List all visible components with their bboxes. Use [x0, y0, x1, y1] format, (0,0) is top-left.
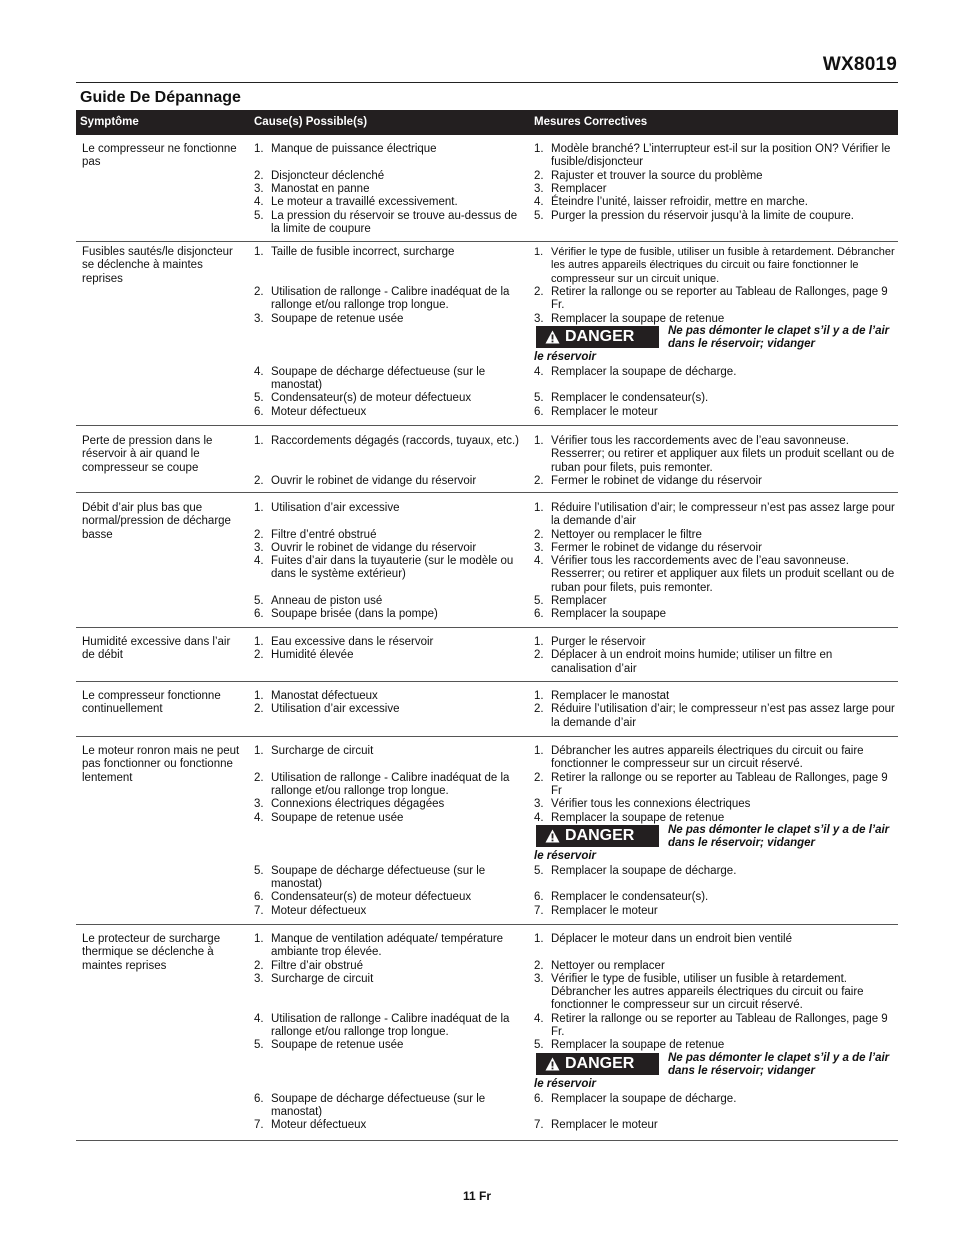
item-number: 2. — [254, 528, 264, 541]
remedy-text: Remplacer le manostat — [551, 690, 670, 702]
item-number: 3. — [534, 312, 544, 325]
item-number: 1. — [534, 636, 544, 648]
item-number: 1. — [534, 435, 544, 447]
remedy-item — [534, 555, 896, 595]
cause-item — [254, 960, 522, 973]
item-number: 2. — [254, 771, 264, 784]
remedy-item — [534, 703, 896, 730]
cause-text: Manque de puissance électrique — [271, 143, 437, 155]
cause-item — [254, 286, 522, 313]
item-number: 2. — [254, 959, 264, 972]
symptom-cell: Le moteur ronron mais ne peut pas fonctionner ou fonctionne lentement — [82, 745, 240, 784]
cause-text: La pression du réservoir se trouve au-dessus de la limite de coupure — [271, 209, 518, 235]
cause-item — [254, 502, 522, 515]
remedy-text: Remplacer le condensateur(s). — [551, 891, 709, 904]
danger-warning — [534, 1051, 896, 1091]
item-number: 4. — [534, 196, 544, 209]
remedy-item — [534, 798, 896, 811]
item-number: 5. — [254, 864, 264, 877]
remedy-text: Remplacer le moteur — [551, 405, 658, 418]
remedy-item — [534, 933, 896, 946]
cause-text: Anneau de piston usé — [271, 595, 383, 608]
cause-text: Filtre d’entré obstrué — [271, 528, 377, 541]
symptom-cell: Perte de pression dans le réservoir à air quand le compresseur se coupe — [82, 435, 213, 474]
remedy-text: Vérifier le type de fusible, utiliser un fusible à retardement. Débrancher les autres appareils électriques du circuit ou faire fonctionner le compresseur sur un circuit unique. — [551, 246, 895, 285]
symptom-cell: Fusibles sautés/le disjoncteur se déclenche à maintes reprises — [82, 246, 233, 285]
remedy-item — [534, 246, 896, 286]
item-number: 1. — [254, 933, 264, 945]
item-number: 4. — [254, 196, 264, 209]
cause-text: Manostat défectueux — [271, 690, 378, 702]
cause-item — [254, 933, 522, 960]
item-number: 3. — [534, 541, 544, 554]
cause-item — [254, 143, 522, 156]
remedy-text: Débrancher les autres appareils électriques du circuit ou faire fonctionner le compresseur sur un circuit réservé. — [551, 745, 864, 771]
cause-text: Utilisation de rallonge - Calibre inadéquat de la rallonge et/ou rallonge trop longue. — [271, 285, 510, 312]
cause-item — [254, 1119, 522, 1132]
remedy-item — [534, 210, 896, 223]
remedy-text: Vérifier tous les raccordements avec de l’eau savonneuse. Resserrer; ou retirer et appliquer aux filets un produit scellant ou de ruban pour filets, puis remonter. — [551, 555, 895, 594]
item-number: 3. — [254, 972, 264, 985]
cause-item — [254, 608, 522, 621]
symptom-cell: Le compresseur fonctionne continuellement — [82, 690, 221, 716]
item-number: 2. — [534, 649, 544, 662]
remedy-text: Déplacer le moteur dans un endroit bien ventilé — [551, 933, 793, 945]
item-number: 7. — [534, 1119, 544, 1132]
item-number: 1. — [254, 143, 264, 155]
remedy-item — [534, 1093, 896, 1106]
cause-item — [254, 865, 522, 892]
cause-item — [254, 170, 522, 183]
cause-item — [254, 891, 522, 904]
remedy-item — [534, 143, 896, 170]
item-number: 1. — [254, 690, 264, 702]
cause-text: Condensateur(s) de moteur défectueux — [271, 891, 472, 904]
table-row — [76, 493, 898, 628]
troubleshooting-table — [76, 110, 898, 1141]
item-number: 2. — [534, 474, 544, 487]
table-header — [76, 110, 898, 135]
item-number: 4. — [534, 555, 544, 568]
item-number: 5. — [254, 1039, 264, 1052]
table-row — [76, 682, 898, 737]
remedy-text: Remplacer la soupape de retenue — [551, 312, 725, 325]
item-number: 6. — [534, 608, 544, 621]
item-number: 1. — [534, 143, 544, 155]
item-number: 3. — [534, 972, 544, 985]
danger-warning — [534, 324, 896, 364]
remedy-text: Vérifier le type de fusible, utiliser un fusible à retardement. Débrancher les autres appareils électriques du circuit ou faire fonctionner le compresseur sur un circuit réservé. — [551, 972, 864, 1012]
cause-text: Utilisation de rallonge - Calibre inadéquat de la rallonge et/ou rallonge trop longue. — [271, 771, 510, 797]
cause-text: Utilisation d’air excessive — [271, 502, 400, 514]
remedy-item — [534, 170, 896, 183]
item-number: 3. — [254, 182, 264, 195]
item-number: 4. — [534, 1012, 544, 1025]
remedy-item — [534, 196, 896, 209]
cause-text: Surcharge de circuit — [271, 745, 374, 757]
item-number: 6. — [254, 405, 264, 418]
item-number: 1. — [254, 435, 264, 447]
danger-message: Ne pas démonter le clapet s’il y a de l’air dans le réservoir; vidanger — [668, 324, 890, 351]
remedy-text: Remplacer le moteur — [551, 904, 658, 917]
danger-badge — [536, 1053, 659, 1075]
item-number: 1. — [534, 690, 544, 702]
item-number: 1. — [534, 502, 544, 514]
cause-text: Soupape brisée (dans la pompe) — [271, 608, 438, 621]
danger-message: Ne pas démonter le clapet s’il y a de l’air dans le réservoir; vidanger — [668, 823, 890, 850]
danger-message-continued: le réservoir — [534, 849, 597, 862]
remedy-item — [534, 475, 896, 488]
item-number: 2. — [534, 771, 544, 784]
remedy-text: Retirer la rallonge ou se reporter au Tableau de Rallonges, page 9 Fr — [551, 771, 888, 797]
remedy-item — [534, 406, 896, 419]
cause-item — [254, 183, 522, 196]
item-number: 5. — [254, 392, 264, 405]
item-number: 3. — [534, 182, 544, 195]
cause-item — [254, 366, 522, 393]
remedy-text: Remplacer la soupape de retenue — [551, 1039, 725, 1052]
cause-text: Manque de ventilation adéquate/ température ambiante trop élevée. — [271, 933, 504, 959]
cause-text: Manostat en panne — [271, 182, 370, 195]
item-number: 3. — [254, 312, 264, 325]
item-number: 6. — [534, 405, 544, 418]
cause-item — [254, 636, 522, 649]
remedy-text: Éteindre l’unité, laisser refroidir, mettre en marche. — [551, 196, 808, 209]
cause-text: Disjoncteur déclenché — [271, 169, 385, 182]
item-number: 5. — [534, 864, 544, 877]
cause-item — [254, 406, 522, 419]
item-number: 5. — [254, 209, 264, 222]
item-number: 2. — [254, 649, 264, 662]
remedy-item — [534, 905, 896, 918]
cause-item — [254, 1039, 522, 1052]
remedy-text: Nettoyer ou remplacer le filtre — [551, 528, 702, 541]
item-number: 5. — [254, 595, 264, 608]
cause-item — [254, 649, 522, 662]
item-number: 5. — [534, 1039, 544, 1052]
danger-label: DANGER — [565, 327, 635, 345]
remedy-text: Retirer la rallonge ou se reporter au Tableau de Rallonges, page 9 Fr. — [551, 285, 888, 312]
cause-text: Soupape de décharge défectueuse (sur le manostat) — [271, 864, 486, 890]
warning-triangle-icon — [545, 330, 560, 344]
item-number: 6. — [534, 891, 544, 904]
cause-item — [254, 313, 522, 326]
warning-triangle-icon — [545, 1057, 560, 1071]
item-number: 6. — [254, 891, 264, 904]
remedy-text: Remplacer le moteur — [551, 1119, 658, 1132]
cause-item — [254, 196, 522, 209]
remedy-item — [534, 529, 896, 542]
cause-item — [254, 772, 522, 799]
danger-message-continued: le réservoir — [534, 350, 597, 363]
remedy-text: Réduire l’utilisation d’air; le compresseur n’est pas assez large pour la demande d’air — [551, 502, 895, 528]
cause-text: Raccordements dégagés (raccords, tuyaux, etc.) — [271, 435, 520, 447]
warning-triangle-icon — [545, 829, 560, 843]
item-number: 1. — [254, 745, 264, 757]
item-number: 4. — [254, 811, 264, 824]
remedy-text: Réduire l’utilisation d’air; le compresseur n’est pas assez large pour la demande d’air — [551, 703, 895, 729]
cause-item — [254, 210, 522, 237]
column-header-symptom: Symptôme — [80, 116, 139, 128]
cause-text: Fuites d’air dans la tuyauterie (sur le modèle ou dans le système extérieur) — [271, 555, 514, 581]
cause-text: Soupape de retenue usée — [271, 1039, 404, 1052]
cause-item — [254, 703, 522, 716]
remedy-item — [534, 502, 896, 529]
cause-item — [254, 812, 522, 825]
remedy-item — [534, 608, 896, 621]
cause-item — [254, 529, 522, 542]
remedy-text: Remplacer la soupape de décharge. — [551, 365, 737, 378]
remedy-item — [534, 973, 896, 1013]
item-number: 4. — [254, 365, 264, 378]
symptom-cell: Débit d’air plus bas que normal/pression de décharge basse — [82, 502, 231, 541]
item-number: 4. — [254, 1012, 264, 1025]
item-number: 5. — [534, 595, 544, 608]
item-number: 2. — [254, 474, 264, 487]
remedy-item — [534, 772, 896, 799]
danger-message-continued: le réservoir — [534, 1077, 597, 1090]
remedy-text: Remplacer — [551, 595, 607, 608]
remedy-item — [534, 366, 896, 379]
remedy-item — [534, 865, 896, 878]
table-row — [76, 242, 898, 426]
remedy-text: Remplacer le condensateur(s). — [551, 392, 709, 405]
remedy-text: Remplacer la soupape — [551, 608, 667, 621]
cause-text: Taille de fusible incorrect, surcharge — [271, 246, 455, 258]
cause-item — [254, 973, 522, 986]
cause-text: Eau excessive dans le réservoir — [271, 636, 434, 648]
symptom-cell: Le protecteur de surcharge thermique se déclenche à maintes reprises — [82, 933, 221, 972]
cause-text: Soupape de décharge défectueuse (sur le manostat) — [271, 365, 486, 391]
item-number: 2. — [254, 169, 264, 182]
page-title: Guide De Dépannage — [80, 89, 241, 106]
cause-item — [254, 1093, 522, 1120]
item-number: 4. — [534, 811, 544, 824]
table-row — [76, 925, 898, 1141]
danger-badge — [536, 326, 659, 348]
cause-text: Condensateur(s) de moteur défectueux — [271, 392, 472, 405]
cause-text: Ouvrir le robinet de vidange du réservoir — [271, 474, 477, 487]
item-number: 6. — [534, 1092, 544, 1105]
remedy-item — [534, 595, 896, 608]
cause-text: Utilisation de rallonge - Calibre inadéquat de la rallonge et/ou rallonge trop longue. — [271, 1012, 510, 1039]
item-number: 2. — [534, 959, 544, 972]
cause-item — [254, 690, 522, 703]
cause-text: Utilisation d’air excessive — [271, 703, 400, 716]
remedy-text: Retirer la rallonge ou se reporter au Tableau de Rallonges, page 9 Fr. — [551, 1012, 888, 1039]
cause-text: Soupape de retenue usée — [271, 811, 404, 824]
cause-text: Ouvrir le robinet de vidange du réservoir — [271, 541, 477, 554]
remedy-text: Déplacer à un endroit moins humide; utiliser un filtre en canalisation d’air — [551, 649, 833, 675]
remedy-item — [534, 891, 896, 904]
table-row — [76, 737, 898, 925]
cause-text: Surcharge de circuit — [271, 972, 374, 985]
remedy-item — [534, 1013, 896, 1040]
item-number: 3. — [254, 798, 264, 811]
remedy-text: Fermer le robinet de vidange du réservoir — [551, 474, 762, 487]
item-number: 7. — [254, 904, 264, 917]
cause-item — [254, 798, 522, 811]
remedy-item — [534, 1119, 896, 1132]
remedy-item — [534, 690, 896, 703]
item-number: 4. — [534, 365, 544, 378]
remedy-text: Purger le réservoir — [551, 636, 646, 648]
item-number: 1. — [254, 636, 264, 648]
remedy-item — [534, 542, 896, 555]
item-number: 7. — [534, 904, 544, 917]
symptom-cell: Humidité excessive dans l’air de débit — [82, 636, 231, 662]
cause-item — [254, 745, 522, 758]
cause-item — [254, 555, 522, 582]
remedy-item — [534, 392, 896, 405]
page-number: 11 Fr — [462, 1189, 492, 1203]
item-number: 3. — [254, 541, 264, 554]
cause-text: Soupape de décharge défectueuse (sur le manostat) — [271, 1092, 486, 1118]
item-number: 1. — [254, 502, 264, 514]
item-number: 1. — [534, 933, 544, 945]
remedy-text: Remplacer la soupape de décharge. — [551, 1092, 737, 1105]
cause-text: Filtre d’air obstrué — [271, 959, 364, 972]
item-number: 2. — [534, 528, 544, 541]
cause-text: Moteur défectueux — [271, 904, 367, 917]
cause-text: Le moteur a travaillé excessivement. — [271, 196, 458, 209]
item-number: 1. — [534, 246, 544, 258]
model-number: WX8019 — [822, 54, 897, 75]
item-number: 2. — [534, 703, 544, 716]
remedy-text: Vérifier tous les connexions électriques — [551, 798, 751, 811]
danger-badge — [536, 825, 659, 847]
item-number: 5. — [534, 209, 544, 222]
danger-label: DANGER — [565, 1054, 635, 1072]
item-number: 2. — [534, 285, 544, 298]
cause-item — [254, 392, 522, 405]
remedy-text: Rajuster et trouver la source du problème — [551, 169, 763, 182]
cause-item — [254, 246, 522, 259]
symptom-cell: Le compresseur ne fonctionne pas — [82, 143, 237, 169]
cause-item — [254, 475, 522, 488]
cause-item — [254, 542, 522, 555]
cause-text: Soupape de retenue usée — [271, 312, 404, 325]
remedy-text: Purger la pression du réservoir jusqu’à la limite de coupure. — [551, 209, 854, 222]
remedy-text: Vérifier tous les raccordements avec de l’eau savonneuse. Resserrer; ou retirer et appliquer aux filets un produit scellant ou de ruban pour filets, puis remonter. — [551, 435, 895, 474]
item-number: 6. — [254, 1092, 264, 1105]
cause-item — [254, 435, 522, 448]
item-number: 3. — [534, 798, 544, 811]
item-number: 7. — [254, 1119, 264, 1132]
cause-text: Connexions électriques dégagées — [271, 798, 445, 811]
remedy-item — [534, 636, 896, 649]
remedy-item — [534, 435, 896, 475]
item-number: 1. — [534, 745, 544, 757]
remedy-text: Nettoyer ou remplacer — [551, 959, 665, 972]
remedy-item — [534, 960, 896, 973]
danger-warning — [534, 823, 896, 863]
item-number: 2. — [534, 169, 544, 182]
danger-label: DANGER — [565, 826, 635, 844]
cause-text: Moteur défectueux — [271, 1119, 367, 1132]
column-header-causes: Cause(s) Possible(s) — [254, 116, 368, 128]
remedy-item — [534, 286, 896, 313]
item-number: 2. — [254, 703, 264, 716]
cause-text: Moteur défectueux — [271, 405, 367, 418]
table-row — [76, 628, 898, 682]
danger-message: Ne pas démonter le clapet s’il y a de l’air dans le réservoir; vidanger — [668, 1051, 890, 1077]
table-row — [76, 135, 898, 242]
cause-text: Humidité élevée — [271, 649, 354, 662]
remedy-text: Modèle branché? L’interrupteur est-il sur la position ON? Vérifier le fusible/disjoncteur — [551, 143, 891, 169]
remedy-text: Fermer le robinet de vidange du réservoir — [551, 541, 762, 554]
column-header-remedies: Mesures Correctives — [534, 116, 648, 128]
item-number: 2. — [254, 285, 264, 298]
cause-item — [254, 905, 522, 918]
cause-item — [254, 1013, 522, 1040]
remedy-text: Remplacer la soupape de retenue — [551, 811, 725, 824]
item-number: 4. — [254, 555, 264, 568]
item-number: 1. — [254, 246, 264, 258]
header-rule — [76, 82, 898, 83]
item-number: 6. — [254, 608, 264, 621]
table-row — [76, 426, 898, 493]
remedy-item — [534, 183, 896, 196]
cause-item — [254, 595, 522, 608]
remedy-text: Remplacer — [551, 182, 607, 195]
remedy-text: Remplacer la soupape de décharge. — [551, 864, 737, 877]
remedy-item — [534, 745, 896, 772]
remedy-item — [534, 649, 896, 676]
item-number: 5. — [534, 392, 544, 405]
